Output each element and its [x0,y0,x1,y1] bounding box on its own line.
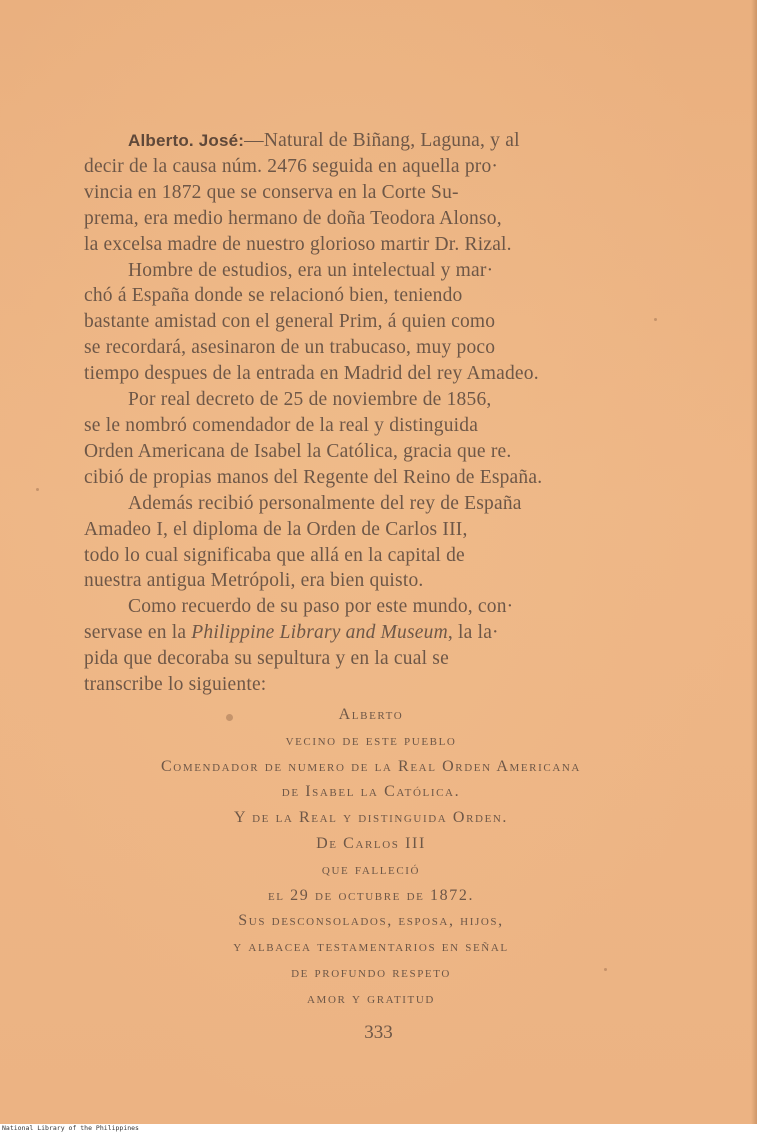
text-line: vincia en 1872 que se conserva en la Corte Su- [84,181,459,203]
inscription-line: que falleció [321,860,421,878]
tombstone-inscription [84,702,658,1012]
text-line: todo lo cual significaba que allá en la capital de [84,544,465,566]
text-line: la excelsa madre de nuestro glorioso martir Dr. Rizal. [84,233,512,255]
inscription-line: el 29 de octubre de 1872. [267,886,475,904]
page-number: 333 [364,1022,393,1043]
paper-speck [226,714,233,721]
paragraph [84,491,658,595]
inscription-line: y albacea testamentarios en señal [233,938,509,956]
paragraph [84,128,658,258]
paper-speck [654,318,657,321]
text-line: se le nombró comendador de la real y distinguida [84,414,479,436]
paper-speck [36,488,39,491]
text-line: se recordará, asesinaron de un trabucaso, muy poco [84,337,496,359]
text-line: nuestra antigua Metrópoli, era bien quisto. [84,570,424,592]
text-line: Como recuerdo de su paso por este mundo, con· [128,596,514,618]
text-line: tiempo despues de la entrada en Madrid del rey Amadeo. [84,363,539,385]
inscription-line: amor y gratitud [307,989,435,1007]
text-line: servase en la [84,622,192,644]
inscription-line: de profundo respeto [291,963,451,981]
paper-speck [604,968,607,971]
paragraph [84,594,658,698]
text-line: transcribe lo siguiente: [84,674,267,696]
text-line: —Natural de Biñang, Laguna, y al [244,130,520,151]
text-line: , la la· [447,622,499,644]
inscription-line: Sus desconsolados, esposa, hijos, [238,912,504,930]
text-line: Por real decreto de 25 de noviembre de 1856, [128,389,492,411]
inscription-line: Alberto [338,706,404,723]
text-line: Hombre de estudios, era un intelectual y mar· [128,259,494,281]
italic-title: Philippine Library and Museum [191,622,448,644]
entry-heading: Alberto. José: [128,131,245,150]
inscription-line: de Isabel la Católica. [281,783,461,801]
text-line: Además recibió personalmente del rey de España [128,492,522,514]
inscription-line: De Carlos III [316,834,426,852]
text-line: Orden Americana de Isabel la Católica, gracia que re. [84,440,512,462]
inscription-line: vecino de este pueblo [285,731,457,749]
paragraph [84,258,658,388]
text-line: prema, era medio hermano de doña Teodora Alonso, [84,207,502,229]
paragraph [84,387,658,491]
body-text [84,128,658,698]
inscription-line: Comendador de numero de la Real Orden Americana [161,757,581,775]
text-line: cibió de propias manos del Regente del Reino de España. [84,466,543,488]
footer-credit: National Library of the Philippines [0,1124,757,1133]
text-line: chó á España donde se relacionó bien, teniendo [84,285,463,307]
text-line: decir de la causa núm. 2476 seguida en aquella pro· [84,155,499,177]
text-line: Amadeo I, el diploma de la Orden de Carlos III, [84,518,468,540]
text-line: pida que decoraba su sepultura y en la cual se [84,648,449,670]
text-line: bastante amistad con el general Prim, á quien como [84,311,496,333]
inscription-line: Y de la Real y distinguida Orden. [233,809,509,827]
